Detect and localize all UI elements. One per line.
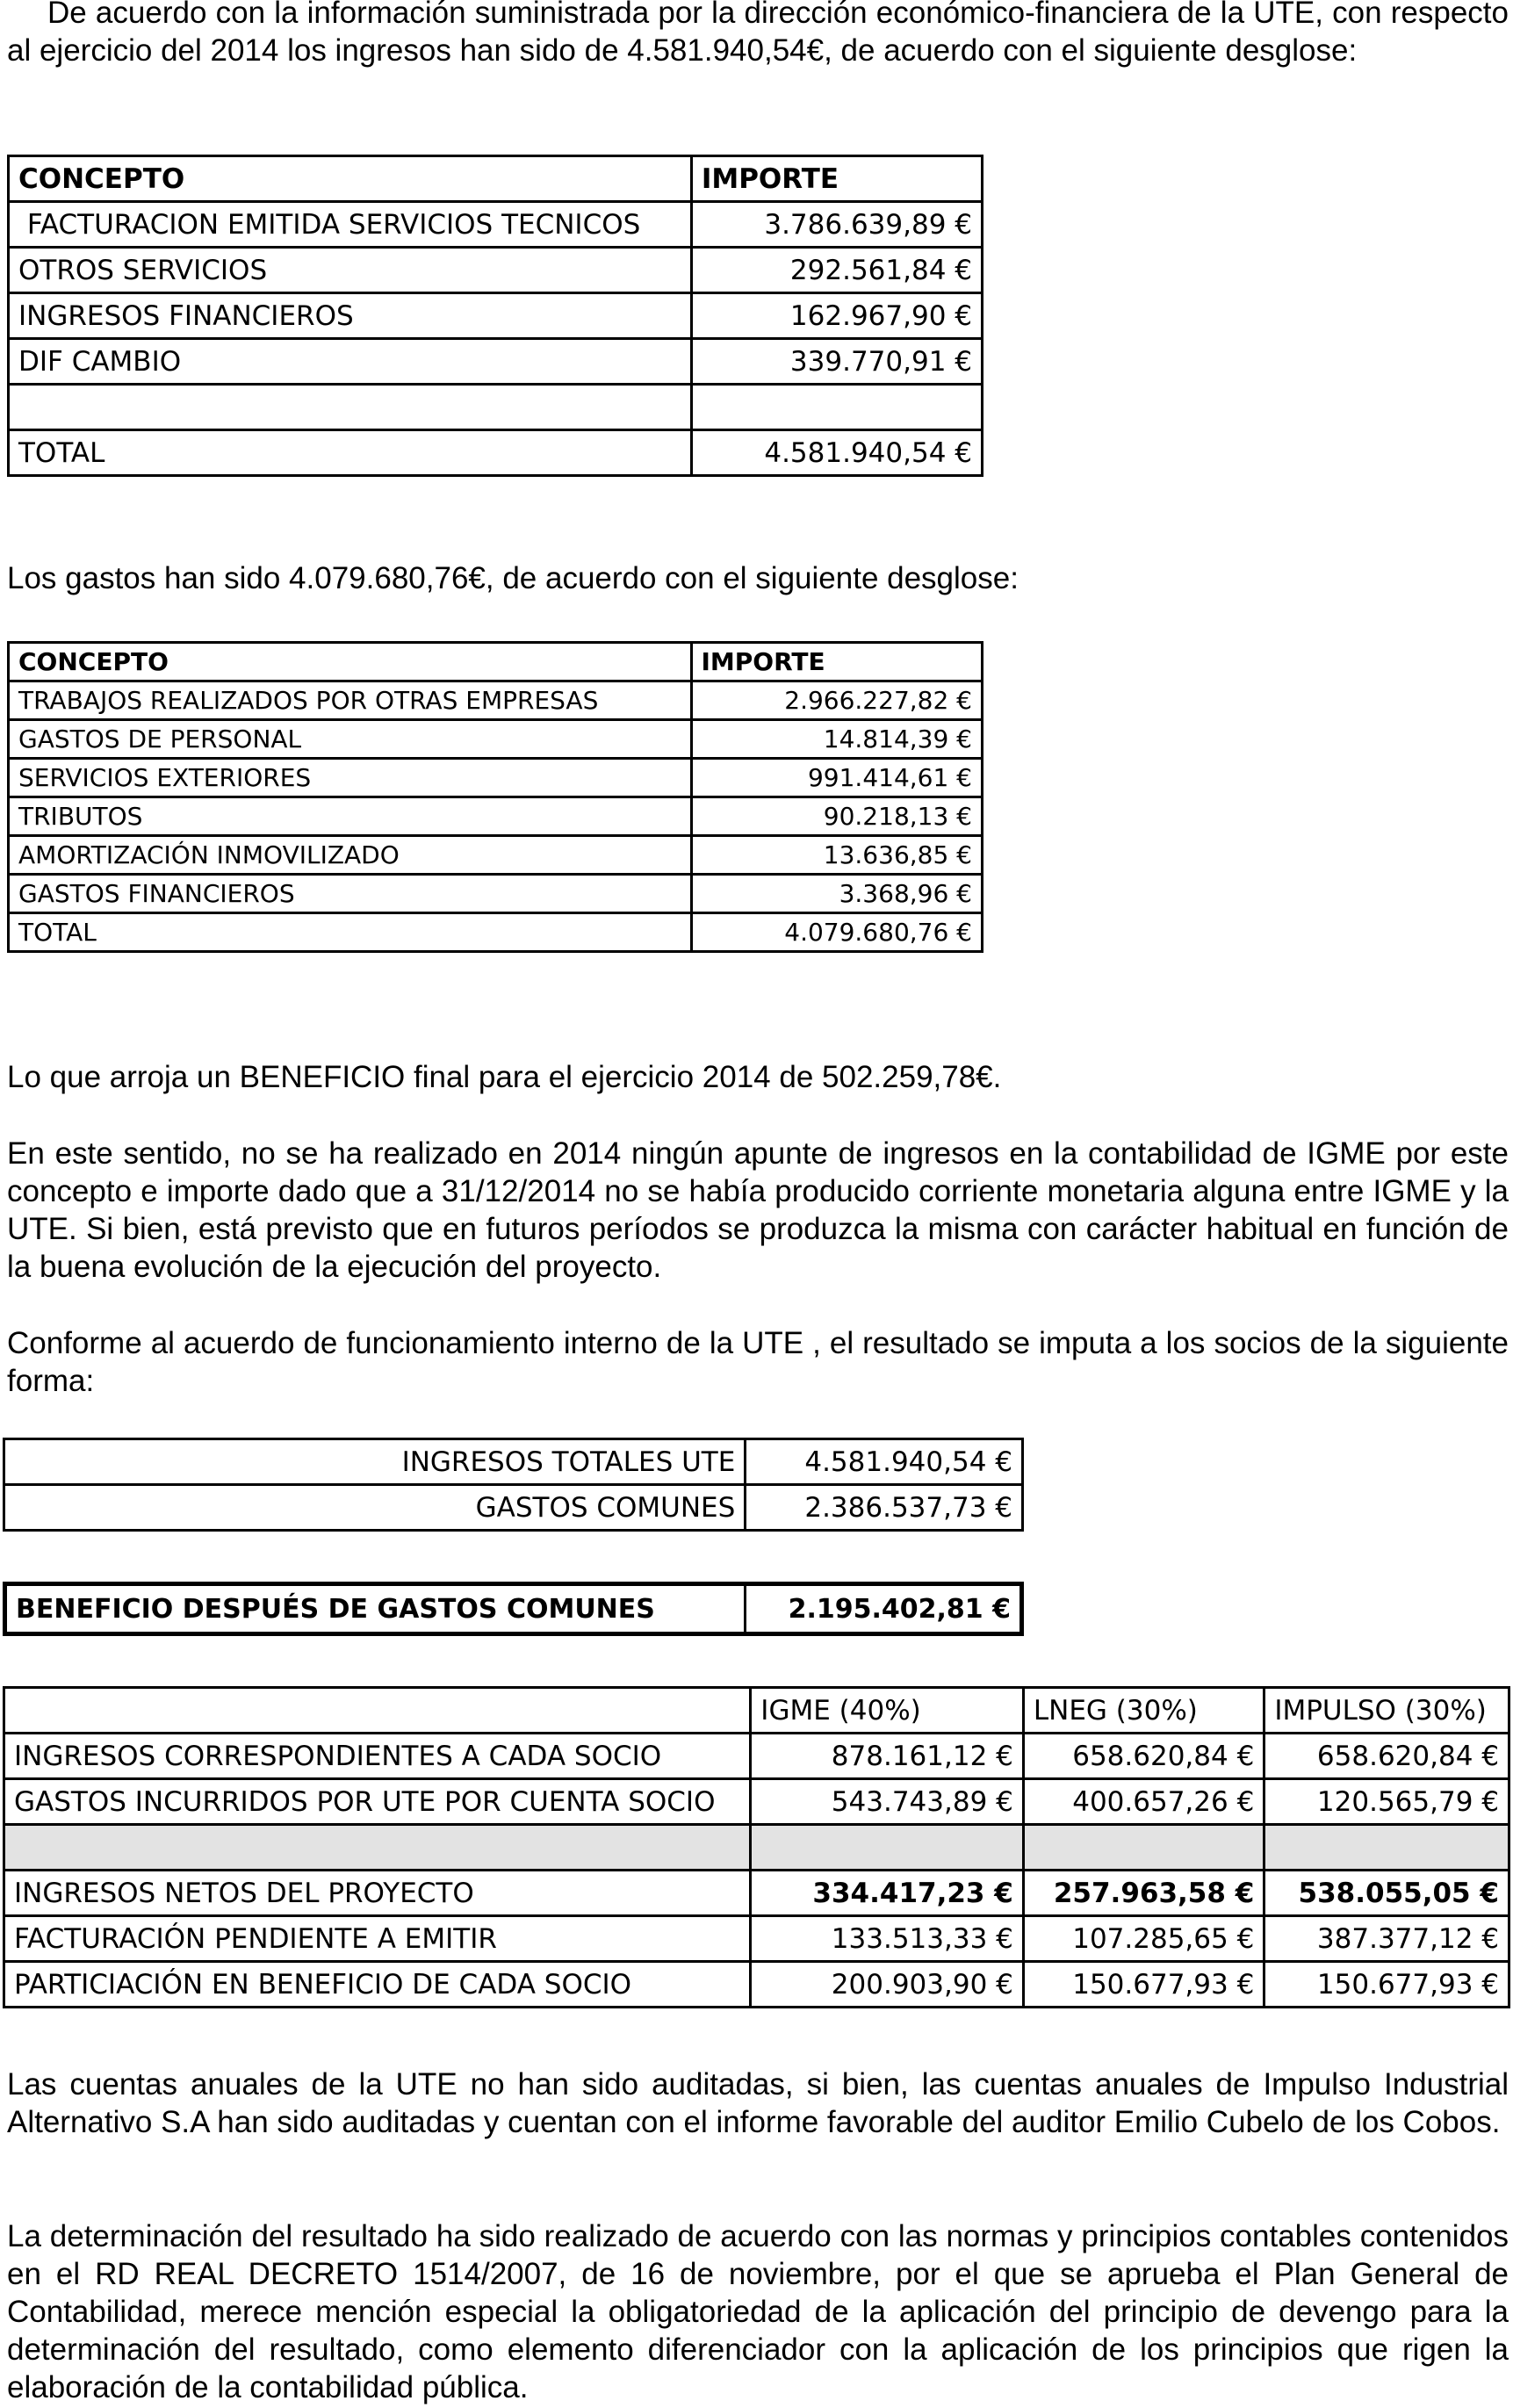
cell-lneg: 107.285,65 € <box>1023 1916 1264 1962</box>
table-row <box>9 293 983 339</box>
cell-igme: 334.417,23 € <box>751 1871 1024 1916</box>
table-row <box>9 202 983 248</box>
cell-concepto: TRABAJOS REALIZADOS POR OTRAS EMPRESAS <box>9 681 692 720</box>
cell-concepto: SERVICIOS EXTERIORES <box>9 759 692 797</box>
cell-label: GASTOS COMUNES <box>4 1485 746 1531</box>
table-row <box>4 1485 1023 1531</box>
header-empty <box>4 1688 751 1734</box>
table-row <box>4 1439 1023 1485</box>
cell-concepto: TOTAL <box>9 430 692 476</box>
table-row-total <box>9 913 983 952</box>
cell-importe: 2.966.227,82 € <box>691 681 983 720</box>
cell-impulso: 538.055,05 € <box>1264 1871 1509 1916</box>
cell-importe <box>691 385 982 430</box>
cell-lneg: 400.657,26 € <box>1023 1779 1264 1825</box>
cell-igme: 878.161,12 € <box>751 1734 1024 1779</box>
cell-impulso: 120.565,79 € <box>1264 1779 1509 1825</box>
cell-importe: 162.967,90 € <box>691 293 982 339</box>
cell-concepto: INGRESOS NETOS DEL PROYECTO <box>4 1871 751 1916</box>
table-row <box>5 1584 1022 1634</box>
cell-concepto: GASTOS FINANCIEROS <box>9 875 692 913</box>
table-row <box>4 1871 1509 1916</box>
cell-importe: 90.218,13 € <box>691 797 983 836</box>
cell-importe: 13.636,85 € <box>691 836 983 875</box>
paragraph-cuentas: Las cuentas anuales de la UTE no han sido auditadas, si bien, las cuentas anuales de Impulso Industrial Alternativo S.A han sido auditadas y cuentan con el informe favorable del auditor Emilio Cubelo de los Cobos. <box>7 2067 1509 2139</box>
paragraph-conforme: Conforme al acuerdo de funcionamiento interno de la UTE , el resultado se imputa a los socios de la siguiente forma: <box>7 1326 1509 1398</box>
header-concepto: CONCEPTO <box>9 643 692 681</box>
table-row <box>9 681 983 720</box>
cell-concepto: GASTOS DE PERSONAL <box>9 720 692 759</box>
cell-concepto: TRIBUTOS <box>9 797 692 836</box>
table-header-row <box>9 643 983 681</box>
header-importe: IMPORTE <box>691 156 982 202</box>
cell-importe: 4.079.680,76 € <box>691 913 983 952</box>
cell-concepto: FACTURACIÓN PENDIENTE A EMITIR <box>4 1916 751 1962</box>
gastos-table <box>7 641 983 953</box>
cell-concepto: FACTURACION EMITIDA SERVICIOS TECNICOS <box>9 202 692 248</box>
cell-impulso: 387.377,12 € <box>1264 1916 1509 1962</box>
cell-value: 2.386.537,73 € <box>746 1485 1023 1531</box>
table-header-row <box>4 1688 1509 1734</box>
cell-concepto: GASTOS INCURRIDOS POR UTE POR CUENTA SOCIO <box>4 1779 751 1825</box>
totales-table <box>3 1438 1024 1532</box>
paragraph-beneficio: Lo que arroja un BENEFICIO final para el ejercicio 2014 de 502.259,78€. <box>7 1060 1002 1094</box>
table-row <box>4 1916 1509 1962</box>
paragraph-intro: De acuerdo con la información suministrada por la dirección económico-financiera de la UTE, con respecto al ejercicio del 2014 los ingresos han sido de 4.581.940,54€, de acuerdo con el siguiente desglose: <box>7 0 1509 68</box>
cell-importe: 3.368,96 € <box>691 875 983 913</box>
cell-concepto: AMORTIZACIÓN INMOVILIZADO <box>9 836 692 875</box>
cell-importe: 339.770,91 € <box>691 339 982 385</box>
cell-concepto <box>4 1825 751 1871</box>
cell-importe: 3.786.639,89 € <box>691 202 982 248</box>
beneficio-table <box>3 1582 1024 1636</box>
cell-lneg: 257.963,58 € <box>1023 1871 1264 1916</box>
cell-igme <box>751 1825 1024 1871</box>
cell-impulso <box>1264 1825 1509 1871</box>
beneficio-label: BENEFICIO DESPUÉS DE GASTOS COMUNES <box>5 1584 746 1634</box>
table-row-total <box>9 430 983 476</box>
table-row <box>9 248 983 293</box>
table-row <box>4 1734 1509 1779</box>
table-row <box>9 875 983 913</box>
cell-impulso: 658.620,84 € <box>1264 1734 1509 1779</box>
cell-importe: 4.581.940,54 € <box>691 430 982 476</box>
table-row <box>4 1962 1509 2008</box>
ingresos-table <box>7 155 983 477</box>
cell-lneg <box>1023 1825 1264 1871</box>
cell-concepto: OTROS SERVICIOS <box>9 248 692 293</box>
table-row <box>9 836 983 875</box>
cell-concepto: TOTAL <box>9 913 692 952</box>
cell-impulso: 150.677,93 € <box>1264 1962 1509 2008</box>
cell-label: INGRESOS TOTALES UTE <box>4 1439 746 1485</box>
table-row <box>4 1779 1509 1825</box>
beneficio-value: 2.195.402,81 € <box>746 1584 1022 1634</box>
cell-concepto <box>9 385 692 430</box>
paragraph-gastos: Los gastos han sido 4.079.680,76€, de acuerdo con el siguiente desglose: <box>7 561 1019 595</box>
table-row <box>9 797 983 836</box>
cell-lneg: 658.620,84 € <box>1023 1734 1264 1779</box>
cell-importe: 292.561,84 € <box>691 248 982 293</box>
cell-concepto: INGRESOS CORRESPONDIENTES A CADA SOCIO <box>4 1734 751 1779</box>
table-row <box>9 339 983 385</box>
cell-igme: 200.903,90 € <box>751 1962 1024 2008</box>
cell-lneg: 150.677,93 € <box>1023 1962 1264 2008</box>
header-igme: IGME (40%) <box>751 1688 1024 1734</box>
cell-igme: 543.743,89 € <box>751 1779 1024 1825</box>
table-row-empty <box>4 1825 1509 1871</box>
header-concepto: CONCEPTO <box>9 156 692 202</box>
paragraph-sentido: En este sentido, no se ha realizado en 2014 ningún apunte de ingresos en la contabilidad de IGME por este concepto e importe dado que a 31/12/2014 no se había producido corriente monetaria alguna entre IGME y la UTE. Si bien, está previsto que en futuros períodos se produzca la misma con carácter habitual en función de la buena evolución de la ejecución del proyecto. <box>7 1136 1509 1284</box>
cell-concepto: INGRESOS FINANCIEROS <box>9 293 692 339</box>
header-lneg: LNEG (30%) <box>1023 1688 1264 1734</box>
cell-importe: 991.414,61 € <box>691 759 983 797</box>
paragraph-determinacion: La determinación del resultado ha sido realizado de acuerdo con las normas y principios contables contenidos en el RD REAL DECRETO 1514/2007, de 16 de noviembre, por el que se aprueba el Plan General de Contabilidad, merece mención especial la obligatoriedad de la aplicación del principio de devengo para la determinación del resultado, como elemento diferenciador con la aplicación de los principios que rigen la elaboración de la contabilidad pública. <box>7 2219 1509 2404</box>
cell-importe: 14.814,39 € <box>691 720 983 759</box>
cell-value: 4.581.940,54 € <box>746 1439 1023 1485</box>
cell-concepto: PARTICIACIÓN EN BENEFICIO DE CADA SOCIO <box>4 1962 751 2008</box>
table-row <box>9 759 983 797</box>
cell-igme: 133.513,33 € <box>751 1916 1024 1962</box>
header-impulso: IMPULSO (30%) <box>1264 1688 1509 1734</box>
cell-concepto: DIF CAMBIO <box>9 339 692 385</box>
header-importe: IMPORTE <box>691 643 983 681</box>
table-row-empty <box>9 385 983 430</box>
table-row <box>9 720 983 759</box>
socios-table <box>3 1686 1510 2008</box>
table-header-row <box>9 156 983 202</box>
